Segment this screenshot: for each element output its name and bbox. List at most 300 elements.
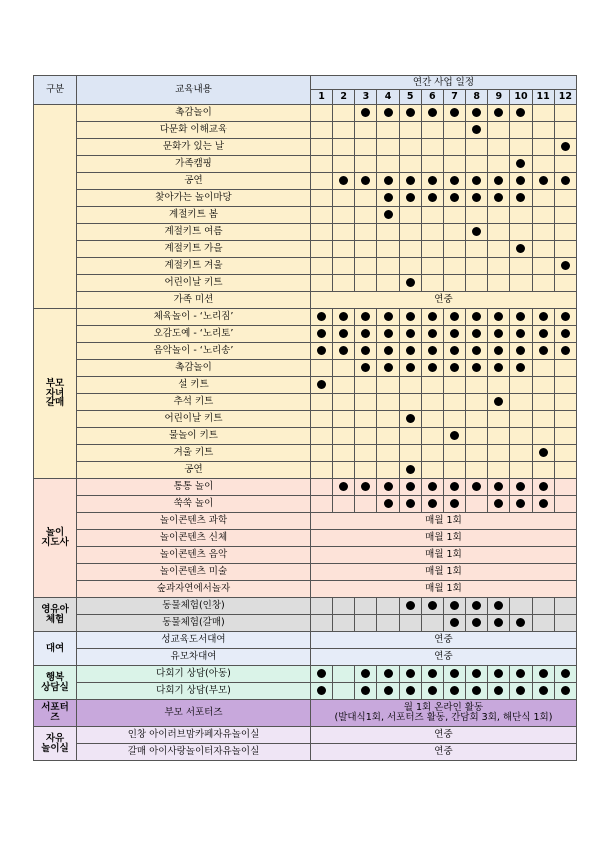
program-name: 설 키트 [77,377,311,394]
month-cell-2 [333,190,355,207]
month-cell-11 [532,683,554,700]
month-cell-4 [377,377,399,394]
month-cell-2 [333,139,355,156]
month-cell-1 [311,241,333,258]
schedule-span: 월 1회 온라인 활동 (발대식1회, 서포터즈 활동, 간담회 3회, 해단식 1회) [311,700,577,727]
scheduled-dot [539,669,548,678]
header-row [34,76,577,90]
scheduled-dot [472,312,481,321]
table-row [34,377,577,394]
category-cell: 대여 [34,632,77,666]
month-cell-2 [333,360,355,377]
month-cell-10 [510,496,532,513]
scheduled-dot [384,669,393,678]
scheduled-dot [361,686,370,695]
month-cell-2 [333,615,355,632]
schedule-span: 매월 1회 [311,564,577,581]
month-cell-11 [532,445,554,462]
month-cell-3 [355,275,377,292]
scheduled-dot [450,108,459,117]
month-cell-1 [311,122,333,139]
month-cell-7 [443,173,465,190]
month-cell-4 [377,326,399,343]
program-name: 추석 키트 [77,394,311,411]
scheduled-dot [494,686,503,695]
schedule-span: 연중 [311,632,577,649]
scheduled-dot [494,482,503,491]
scheduled-dot [384,210,393,219]
scheduled-dot [539,448,548,457]
month-cell-4 [377,241,399,258]
program-name: 동물체험(인창) [77,598,311,615]
scheduled-dot [516,329,525,338]
month-cell-6 [421,258,443,275]
schedule-span: 매월 1회 [311,513,577,530]
month-cell-9 [488,258,510,275]
month-cell-12 [554,258,576,275]
month-cell-1 [311,394,333,411]
month-cell-11 [532,598,554,615]
month-cell-3 [355,173,377,190]
month-cell-4 [377,156,399,173]
scheduled-dot [450,363,459,372]
scheduled-dot [428,108,437,117]
month-cell-12 [554,173,576,190]
month-cell-4 [377,343,399,360]
month-cell-12 [554,683,576,700]
program-name: 어린이날 키트 [77,275,311,292]
table-row [34,258,577,275]
scheduled-dot [516,159,525,168]
month-cell-7 [443,156,465,173]
scheduled-dot [339,482,348,491]
month-cell-2 [333,224,355,241]
scheduled-dot [384,686,393,695]
scheduled-dot [406,499,415,508]
month-cell-3 [355,666,377,683]
month-cell-11 [532,309,554,326]
scheduled-dot [428,686,437,695]
month-cell-9 [488,615,510,632]
scheduled-dot [450,669,459,678]
table-row [34,105,577,122]
month-cell-5 [399,309,421,326]
month-cell-9 [488,224,510,241]
month-cell-5 [399,496,421,513]
program-name: 문화가 있는 날 [77,139,311,156]
scheduled-dot [516,176,525,185]
month-cell-2 [333,462,355,479]
scheduled-dot [561,261,570,270]
scheduled-dot [361,176,370,185]
table-row [34,479,577,496]
month-cell-9 [488,428,510,445]
month-cell-12 [554,479,576,496]
month-cell-5 [399,105,421,122]
month-cell-11 [532,207,554,224]
scheduled-dot [317,329,326,338]
program-name: 촉감놀이 [77,360,311,377]
category-cell: 행복 상담실 [34,666,77,700]
scheduled-dot [561,686,570,695]
month-cell-5 [399,258,421,275]
month-cell-8 [466,190,488,207]
scheduled-dot [361,346,370,355]
program-name: 통통 놀이 [77,479,311,496]
scheduled-dot [516,686,525,695]
month-cell-1 [311,411,333,428]
program-name: 어린이날 키트 [77,411,311,428]
scheduled-dot [406,176,415,185]
month-cell-7 [443,666,465,683]
month-cell-12 [554,139,576,156]
category-cell: 놀이 지도사 [34,479,77,598]
month-cell-12 [554,496,576,513]
month-cell-12 [554,309,576,326]
scheduled-dot [428,176,437,185]
month-cell-11 [532,462,554,479]
month-cell-10 [510,479,532,496]
scheduled-dot [539,482,548,491]
month-cell-3 [355,343,377,360]
month-cell-11 [532,666,554,683]
month-cell-3 [355,139,377,156]
month-cell-5 [399,224,421,241]
table-row [34,292,577,309]
month-cell-11 [532,105,554,122]
program-name: 계절키트 겨울 [77,258,311,275]
month-cell-5 [399,173,421,190]
program-name: 인창 아이러브맘카페자유놀이실 [77,727,311,744]
category-cell: 서포터 즈 [34,700,77,727]
scheduled-dot [561,142,570,151]
month-cell-2 [333,683,355,700]
month-cell-7 [443,241,465,258]
scheduled-dot [406,465,415,474]
scheduled-dot [450,312,459,321]
month-cell-3 [355,360,377,377]
month-cell-6 [421,275,443,292]
scheduled-dot [339,329,348,338]
scheduled-dot [361,669,370,678]
month-header-3: 3 [355,90,377,105]
month-cell-12 [554,207,576,224]
scheduled-dot [516,312,525,321]
month-cell-6 [421,462,443,479]
month-cell-3 [355,479,377,496]
table-row [34,547,577,564]
schedule-span: 연중 [311,744,577,761]
table-row [34,564,577,581]
month-cell-10 [510,462,532,479]
month-cell-2 [333,309,355,326]
scheduled-dot [516,244,525,253]
scheduled-dot [406,346,415,355]
schedule-span: 연중 [311,292,577,309]
month-cell-11 [532,411,554,428]
month-cell-6 [421,394,443,411]
table-row [34,343,577,360]
month-cell-12 [554,428,576,445]
month-cell-1 [311,275,333,292]
month-cell-7 [443,445,465,462]
scheduled-dot [384,499,393,508]
scheduled-dot [406,669,415,678]
month-cell-12 [554,190,576,207]
month-cell-4 [377,479,399,496]
month-cell-1 [311,428,333,445]
month-cell-10 [510,224,532,241]
scheduled-dot [428,669,437,678]
scheduled-dot [428,363,437,372]
scheduled-dot [406,312,415,321]
month-cell-8 [466,377,488,394]
month-cell-8 [466,258,488,275]
scheduled-dot [384,346,393,355]
month-cell-6 [421,496,443,513]
scheduled-dot [450,329,459,338]
category-cell: 부모 자녀 갈매 [34,309,77,479]
month-cell-1 [311,309,333,326]
month-cell-3 [355,462,377,479]
month-cell-6 [421,156,443,173]
month-cell-7 [443,122,465,139]
month-cell-3 [355,683,377,700]
month-cell-3 [355,445,377,462]
month-cell-5 [399,343,421,360]
month-cell-4 [377,428,399,445]
month-cell-7 [443,326,465,343]
table-row [34,190,577,207]
month-cell-12 [554,615,576,632]
annual-schedule-table [33,75,577,761]
schedule-span: 연중 [311,649,577,666]
month-cell-11 [532,156,554,173]
program-name: 다회기 상담(부모) [77,683,311,700]
month-cell-1 [311,326,333,343]
table-row [34,207,577,224]
month-cell-9 [488,139,510,156]
month-cell-1 [311,445,333,462]
program-name: 다문화 이해교육 [77,122,311,139]
month-cell-1 [311,496,333,513]
scheduled-dot [516,193,525,202]
scheduled-dot [361,482,370,491]
month-cell-5 [399,428,421,445]
month-cell-4 [377,360,399,377]
scheduled-dot [494,312,503,321]
scheduled-dot [406,686,415,695]
program-name: 성교육도서대여 [77,632,311,649]
month-cell-6 [421,411,443,428]
month-cell-5 [399,190,421,207]
month-cell-6 [421,598,443,615]
category-cell: 자유 놀이실 [34,727,77,761]
month-cell-8 [466,173,488,190]
month-cell-5 [399,377,421,394]
month-cell-9 [488,173,510,190]
month-cell-2 [333,156,355,173]
month-cell-8 [466,139,488,156]
month-cell-1 [311,479,333,496]
program-name: 갈매 아이사랑놀이터자유놀이실 [77,744,311,761]
table-row [34,727,577,744]
month-cell-12 [554,360,576,377]
month-cell-6 [421,377,443,394]
table-row [34,326,577,343]
month-cell-6 [421,139,443,156]
scheduled-dot [494,601,503,610]
month-cell-12 [554,462,576,479]
scheduled-dot [561,346,570,355]
month-cell-3 [355,122,377,139]
scheduled-dot [516,669,525,678]
month-cell-4 [377,105,399,122]
month-cell-9 [488,207,510,224]
scheduled-dot [472,176,481,185]
month-cell-3 [355,224,377,241]
scheduled-dot [450,499,459,508]
month-cell-10 [510,343,532,360]
month-cell-12 [554,598,576,615]
program-name: 다회기 상담(아동) [77,666,311,683]
month-cell-5 [399,275,421,292]
month-cell-7 [443,343,465,360]
month-cell-2 [333,207,355,224]
month-header-7: 7 [443,90,465,105]
month-cell-5 [399,394,421,411]
table-row [34,513,577,530]
month-cell-10 [510,326,532,343]
month-cell-11 [532,394,554,411]
table-row [34,139,577,156]
month-cell-9 [488,666,510,683]
scheduled-dot [494,346,503,355]
month-cell-8 [466,683,488,700]
month-cell-1 [311,105,333,122]
scheduled-dot [472,482,481,491]
table-row [34,649,577,666]
month-cell-8 [466,615,488,632]
month-cell-1 [311,462,333,479]
scheduled-dot [472,329,481,338]
program-name: 유모차대여 [77,649,311,666]
scheduled-dot [384,363,393,372]
table-row [34,496,577,513]
month-cell-9 [488,479,510,496]
table-row [34,173,577,190]
month-cell-2 [333,411,355,428]
month-cell-1 [311,683,333,700]
month-cell-8 [466,445,488,462]
month-cell-8 [466,496,488,513]
month-header-4: 4 [377,90,399,105]
month-cell-10 [510,275,532,292]
month-cell-11 [532,360,554,377]
month-cell-12 [554,326,576,343]
month-cell-12 [554,411,576,428]
month-cell-1 [311,615,333,632]
month-cell-5 [399,411,421,428]
month-cell-12 [554,224,576,241]
month-cell-6 [421,122,443,139]
table-row [34,224,577,241]
scheduled-dot [472,618,481,627]
month-cell-9 [488,241,510,258]
month-cell-8 [466,462,488,479]
month-cell-5 [399,598,421,615]
program-name: 계절키트 여름 [77,224,311,241]
month-cell-2 [333,105,355,122]
month-cell-7 [443,139,465,156]
month-cell-6 [421,428,443,445]
month-cell-2 [333,343,355,360]
scheduled-dot [406,363,415,372]
scheduled-dot [428,312,437,321]
month-cell-12 [554,377,576,394]
month-cell-9 [488,394,510,411]
category-header: 구분 [34,76,77,105]
month-cell-9 [488,496,510,513]
scheduled-dot [384,193,393,202]
month-cell-9 [488,598,510,615]
month-cell-1 [311,224,333,241]
month-cell-7 [443,207,465,224]
scheduled-dot [494,397,503,406]
program-name: 부모 서포터즈 [77,700,311,727]
category-cell [34,105,77,309]
table-row [34,530,577,547]
program-name: 동물체험(갈매) [77,615,311,632]
month-cell-3 [355,207,377,224]
month-cell-7 [443,496,465,513]
month-cell-11 [532,377,554,394]
table-row [34,241,577,258]
scheduled-dot [384,329,393,338]
month-cell-3 [355,615,377,632]
scheduled-dot [472,363,481,372]
scheduled-dot [516,363,525,372]
month-cell-11 [532,496,554,513]
table-row [34,360,577,377]
program-name: 공연 [77,462,311,479]
month-cell-7 [443,360,465,377]
scheduled-dot [361,329,370,338]
scheduled-dot [317,686,326,695]
month-cell-4 [377,445,399,462]
month-cell-6 [421,360,443,377]
scheduled-dot [339,176,348,185]
scheduled-dot [384,108,393,117]
table-row [34,428,577,445]
month-cell-1 [311,360,333,377]
scheduled-dot [494,499,503,508]
scheduled-dot [450,482,459,491]
month-cell-2 [333,258,355,275]
schedule-span: 연중 [311,727,577,744]
scheduled-dot [494,108,503,117]
scheduled-dot [406,108,415,117]
scheduled-dot [317,669,326,678]
scheduled-dot [472,125,481,134]
program-name: 물놀이 키트 [77,428,311,445]
month-cell-3 [355,411,377,428]
scheduled-dot [361,312,370,321]
scheduled-dot [406,414,415,423]
program-name: 계절키트 봄 [77,207,311,224]
month-cell-2 [333,241,355,258]
month-cell-12 [554,156,576,173]
